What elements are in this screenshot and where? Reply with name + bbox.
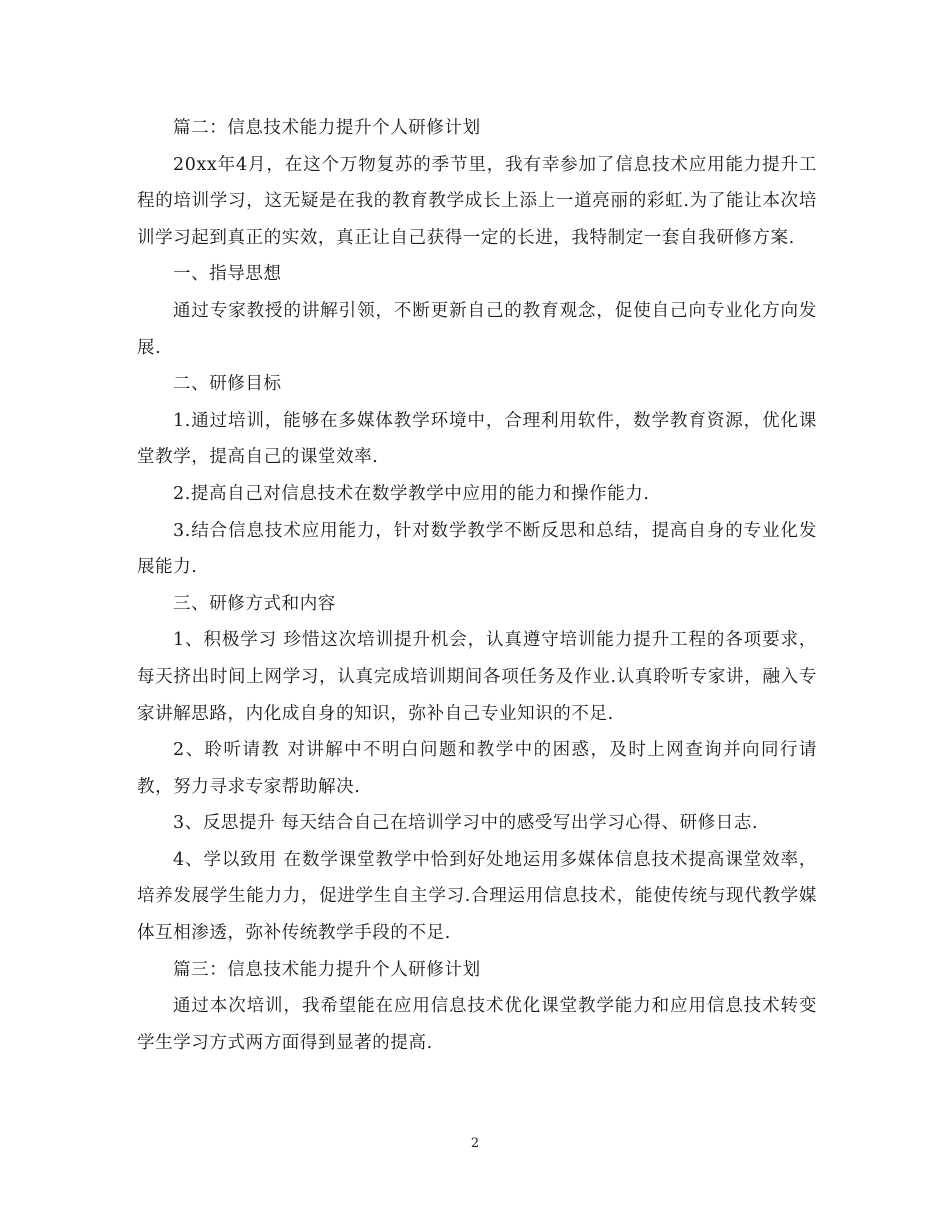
method-item-4: 4、学以致用 在数学课堂教学中恰到好处地运用多媒体信息技术提高课堂效率，培养发展学生能力力，促进学生自主学习.合理运用信息技术，能使传统与现代教学媒体互相渗透，弥补传统教学手段的不足. bbox=[137, 849, 817, 944]
section-heading-part-two: 篇二：信息技术能力提升个人研修计划 bbox=[173, 118, 481, 138]
intro-paragraph: 20xx年4月，在这个万物复苏的季节里，我有幸参加了信息技术应用能力提升工程的培训学习，这无疑是在我的教育教学成长上添上一道亮丽的彩虹.为了能让本次培训学习起到真正的实效，真正让自己获得一定的长进，我特制定一套自我研修方案. bbox=[137, 154, 817, 248]
goal-item-2: 2.提高自己对信息技术在数学教学中应用的能力和操作能力. bbox=[173, 483, 650, 504]
method-item-2: 2、聆听请教 对讲解中不明白问题和教学中的困惑，及时上网查询并向同行请教，努力寻求专家帮助解决. bbox=[137, 740, 817, 797]
goal-item-1: 1.通过培训，能够在多媒体教学环境中，合理利用软件，数学教育资源，优化课堂教学，提高自己的课堂效率. bbox=[137, 410, 817, 468]
part-three-paragraph: 通过本次培训，我希望能在应用信息技术优化课堂教学能力和应用信息技术转变学生学习方式两方面得到显著的提高. bbox=[137, 996, 817, 1053]
guiding-thought-paragraph: 通过专家教授的讲解引领，不断更新自己的教育观念，促使自己向专业化方向发展. bbox=[137, 300, 817, 358]
heading-study-methods: 三、研修方式和内容 bbox=[173, 593, 336, 614]
document-body bbox=[137, 110, 817, 1061]
method-item-1: 1、积极学习 珍惜这次培训提升机会，认真遵守培训能力提升工程的各项要求，每天挤出时间上网学习，认真完成培训期间各项任务及作业.认真聆听专家讲，融入专家讲解思路，内化成自身的知识，弥补自己专业知识的不足. bbox=[137, 630, 817, 724]
section-heading-part-three: 篇三：信息技术能力提升个人研修计划 bbox=[173, 959, 481, 980]
goal-item-3: 3.结合信息技术应用能力，针对数学教学不断反思和总结，提高自身的专业化发展能力. bbox=[137, 520, 817, 578]
page-number: 2 bbox=[470, 1136, 480, 1151]
heading-study-goals: 二、研修目标 bbox=[173, 374, 282, 395]
heading-guiding-thought: 一、指导思想 bbox=[173, 264, 282, 285]
method-item-3: 3、反思提升 每天结合自己在培训学习中的感受写出学习心得、研修日志. bbox=[173, 813, 759, 834]
